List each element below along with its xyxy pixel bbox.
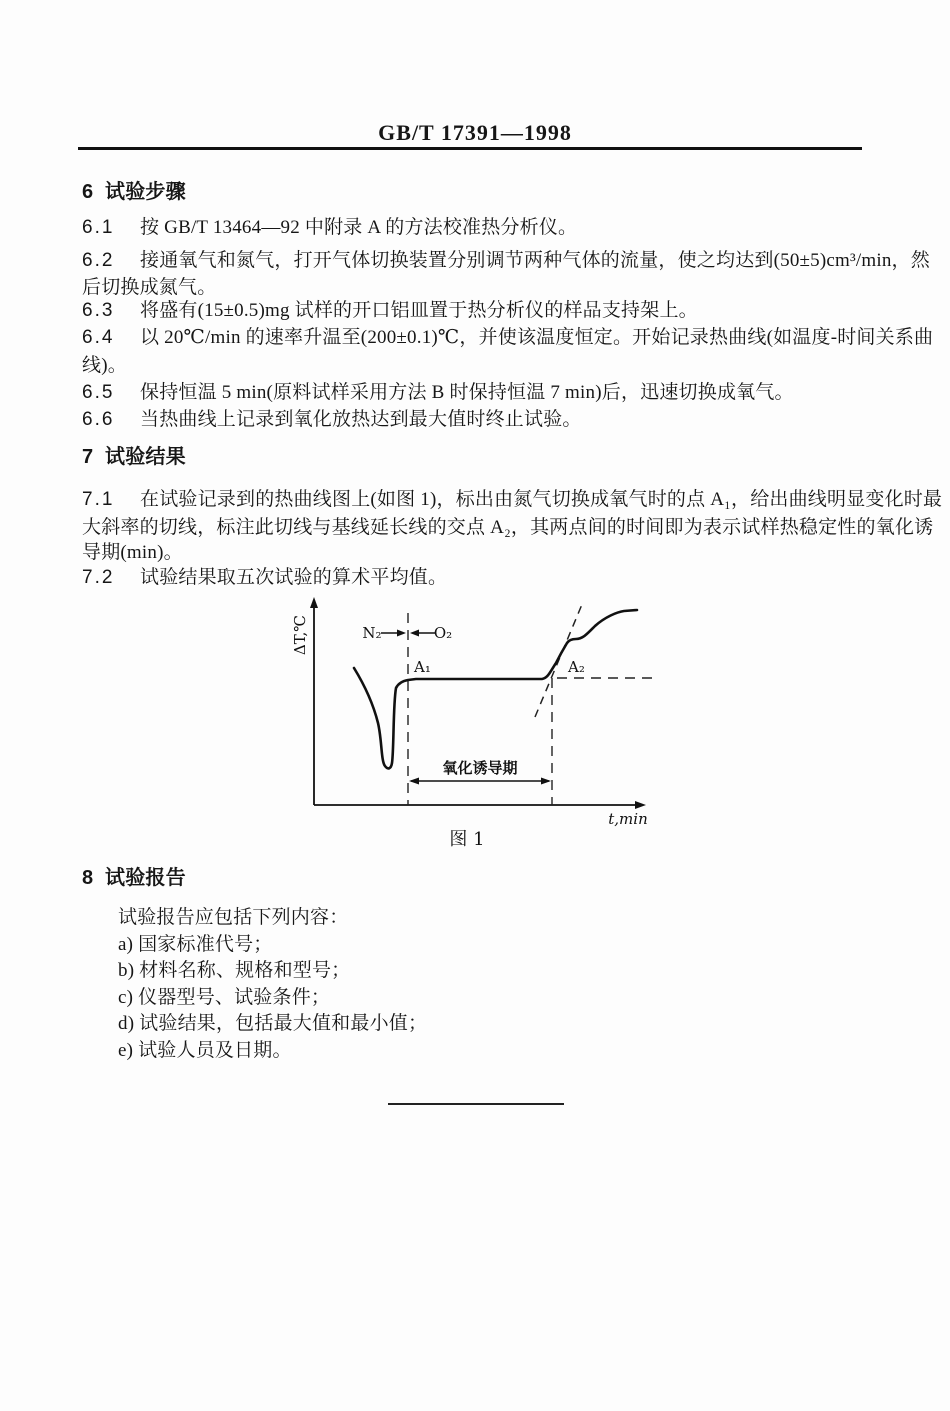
figure-1-thermal-curve bbox=[280, 593, 670, 863]
section-8-heading bbox=[82, 864, 186, 892]
clause-number: 7.1 bbox=[82, 489, 115, 510]
section-number: 7 bbox=[82, 446, 94, 468]
clause-text: 按 GB/T 13464—92 中附录 A 的方法校准热分析仪。 bbox=[140, 217, 578, 238]
clause-7-1-line-2: 大斜率的切线，标注此切线与基线延长线的交点 A₂，其两点间的时间即为表示试样热稳定性的氧化诱 bbox=[82, 517, 934, 538]
gas-n2-label: N₂ bbox=[362, 624, 382, 642]
report-item-c: c) 仪器型号、试验条件； bbox=[118, 987, 331, 1008]
report-item-d: d) 试验结果，包括最大值和最小值； bbox=[118, 1013, 428, 1034]
end-of-text-rule bbox=[388, 1103, 564, 1105]
section-number: 8 bbox=[82, 867, 94, 889]
clause-text: 保持恒温 5 min(原料试样采用方法 B 时保持恒温 7 min)后，迅速切换成氧气。 bbox=[140, 382, 794, 403]
clause-number: 6.2 bbox=[82, 250, 115, 271]
section-title: 试验结果 bbox=[105, 446, 186, 468]
report-intro: 试验报告应包括下列内容： bbox=[118, 907, 349, 928]
clause-6-4 bbox=[82, 324, 933, 352]
clause-text: 以 20℃/min 的速率升温至(200±0.1)℃，并使该温度恒定。开始记录热曲线(如温度-时间关系曲 bbox=[140, 327, 934, 348]
clause-number: 6.4 bbox=[82, 327, 115, 348]
point-a1-label: A₁ bbox=[414, 658, 431, 676]
report-item-a: a) 国家标准代号； bbox=[118, 934, 273, 955]
clause-text: 在试验记录到的热曲线图上(如图 1)，标出由氮气切换成氧气时的点 A₁，给出曲线明显变化时最 bbox=[140, 489, 943, 510]
clause-6-2 bbox=[82, 247, 930, 275]
o2-arrowhead bbox=[410, 630, 419, 637]
figure-caption: 图 1 bbox=[449, 829, 485, 850]
standard-code: GB/T 17391—1998 bbox=[378, 120, 572, 145]
clause-number: 6.5 bbox=[82, 382, 115, 403]
clause-text: 试验结果取五次试验的算术平均值。 bbox=[140, 567, 448, 588]
report-item-e: e) 试验人员及日期。 bbox=[118, 1040, 292, 1061]
clause-7-1 bbox=[82, 486, 942, 514]
clause-text: 接通氧气和氮气，打开气体切换装置分别调节两种气体的流量，使之均达到(50±5)cm³/min，然 bbox=[140, 250, 930, 271]
section-7-heading bbox=[82, 443, 186, 471]
section-title: 试验报告 bbox=[105, 867, 186, 889]
induction-arrowhead-right bbox=[541, 778, 551, 785]
point-a2-label: A₂ bbox=[568, 658, 585, 676]
gas-o2-label: O₂ bbox=[433, 624, 453, 642]
section-6-heading bbox=[82, 178, 186, 206]
clause-number: 6.6 bbox=[82, 409, 115, 430]
clause-7-1-line-3: 导期(min)。 bbox=[82, 542, 183, 563]
thermal-curve bbox=[354, 610, 637, 768]
clause-number: 7.2 bbox=[82, 567, 115, 588]
clause-text: 当热曲线上记录到氧化放热达到最大值时终止试验。 bbox=[140, 409, 582, 430]
clause-6-6 bbox=[82, 406, 582, 434]
clause-7-2 bbox=[82, 564, 447, 592]
x-axis-arrowhead bbox=[635, 801, 646, 809]
clause-6-1 bbox=[82, 214, 577, 242]
clause-6-5 bbox=[82, 379, 794, 407]
x-axis-label: t,min bbox=[608, 810, 648, 828]
header-rule bbox=[78, 147, 862, 150]
report-item-b: b) 材料名称、规格和型号； bbox=[118, 960, 351, 981]
induction-arrowhead-left bbox=[409, 778, 419, 785]
y-axis-label: ΔT,℃ bbox=[291, 614, 309, 656]
section-title: 试验步骤 bbox=[105, 181, 186, 203]
clause-6-2-line-2: 后切换成氮气。 bbox=[82, 277, 217, 298]
n2-arrowhead bbox=[397, 630, 406, 637]
induction-period-label: 氧化诱导期 bbox=[442, 759, 518, 777]
y-axis-arrowhead bbox=[310, 597, 318, 608]
clause-6-4-line-2: 线)。 bbox=[82, 355, 127, 376]
clause-number: 6.1 bbox=[82, 217, 115, 238]
section-number: 6 bbox=[82, 181, 94, 203]
clause-number: 6.3 bbox=[82, 300, 115, 321]
clause-6-3 bbox=[82, 297, 698, 325]
clause-text: 将盛有(15±0.5)mg 试样的开口铝皿置于热分析仪的样品支持架上。 bbox=[140, 300, 698, 321]
